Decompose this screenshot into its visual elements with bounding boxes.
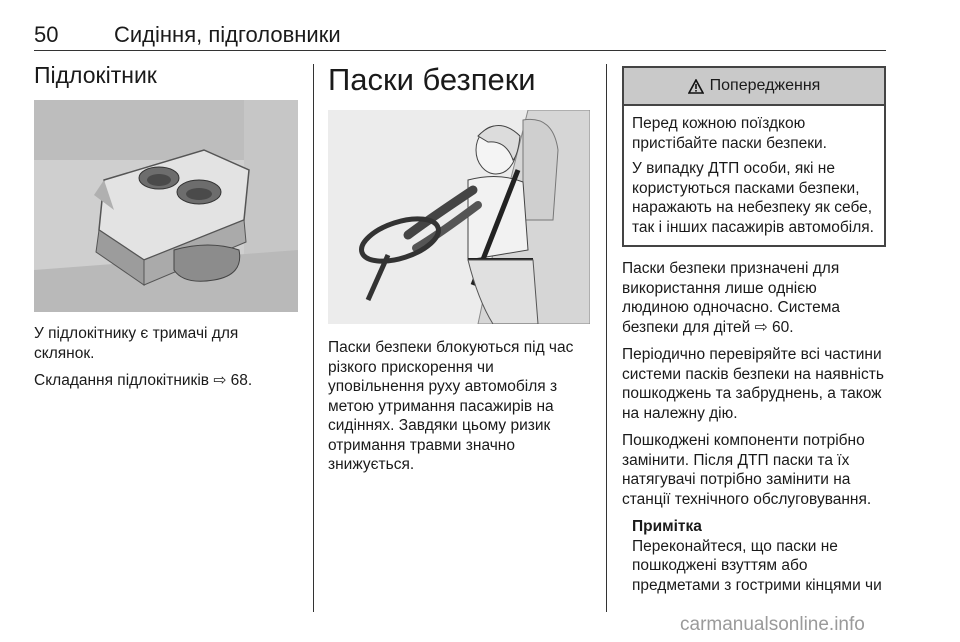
column-divider-1	[313, 64, 314, 612]
section-title-armrest: Підлокітник	[34, 62, 157, 88]
warning-title: Попередження	[709, 77, 821, 94]
warning-text-1: Перед кожною поїздкою пристібайте паски безпеки.	[632, 115, 827, 152]
chapter-title: Сидіння, підголовники	[114, 22, 341, 47]
armrest-section	[34, 60, 302, 391]
seatbelt-check-text: Періодично перевіряйте всі частини системи пасків безпеки на наявність пошкоджень та забруднень, а також на належну дію.	[622, 346, 884, 422]
section-title-seatbelts: Паски безпеки	[328, 62, 536, 97]
warning-box	[622, 66, 886, 247]
page-header	[34, 22, 884, 52]
seatbelts-intro-text: Паски безпеки блокуються під час різкого прискорення чи уповільнення руху автомобіля з метою утримання пасажирів на сидіннях. Завдяки цьому ризик отримання травми значно знижується.	[328, 339, 574, 473]
seatbelts-continued	[622, 60, 886, 595]
warning-triangle-icon	[688, 79, 704, 94]
arrow-reference-icon: ⇨	[213, 372, 227, 389]
armrest-text-1: У підлокітнику є тримачі для склянок.	[34, 325, 239, 362]
note-block	[632, 517, 886, 595]
seatbelt-illustration	[328, 110, 590, 324]
driver-seatbelt-icon	[328, 110, 590, 324]
note-text: Переконайтеся, що паски не пошкоджені взуттям або предметами з гострими кінцями чи	[632, 537, 882, 594]
armrest-illustration	[34, 100, 298, 312]
seatbelt-usage-text: Паски безпеки призначені для використання лише однією людиною одночасно. Система безпеки для дітей ⇨ 60.	[622, 260, 840, 336]
armrest-text-2: Складання підлокітників ⇨ 68.	[34, 372, 253, 389]
page-number: 50	[34, 22, 59, 47]
header-divider	[34, 50, 886, 51]
column-divider-2	[606, 64, 607, 612]
warning-text-2: У випадку ДТП особи, які не користуються пасками безпеки, наражають на небезпеку як себе, так і інших пасажирів автомобіля.	[632, 160, 874, 236]
armrest-cupholder-icon	[34, 100, 298, 312]
warning-body	[624, 106, 884, 245]
seatbelts-section	[328, 60, 590, 475]
watermark: carmanualsonline.info	[680, 614, 865, 635]
seatbelt-replace-text: Пошкоджені компоненти потрібно замінити. Після ДТП паски та їх натягувачі потрібно замінити на станції технічного обслуговування.	[622, 432, 872, 508]
arrow-reference-icon: ⇨	[754, 318, 768, 336]
note-title: Примітка	[632, 518, 702, 535]
warning-header	[624, 68, 884, 106]
